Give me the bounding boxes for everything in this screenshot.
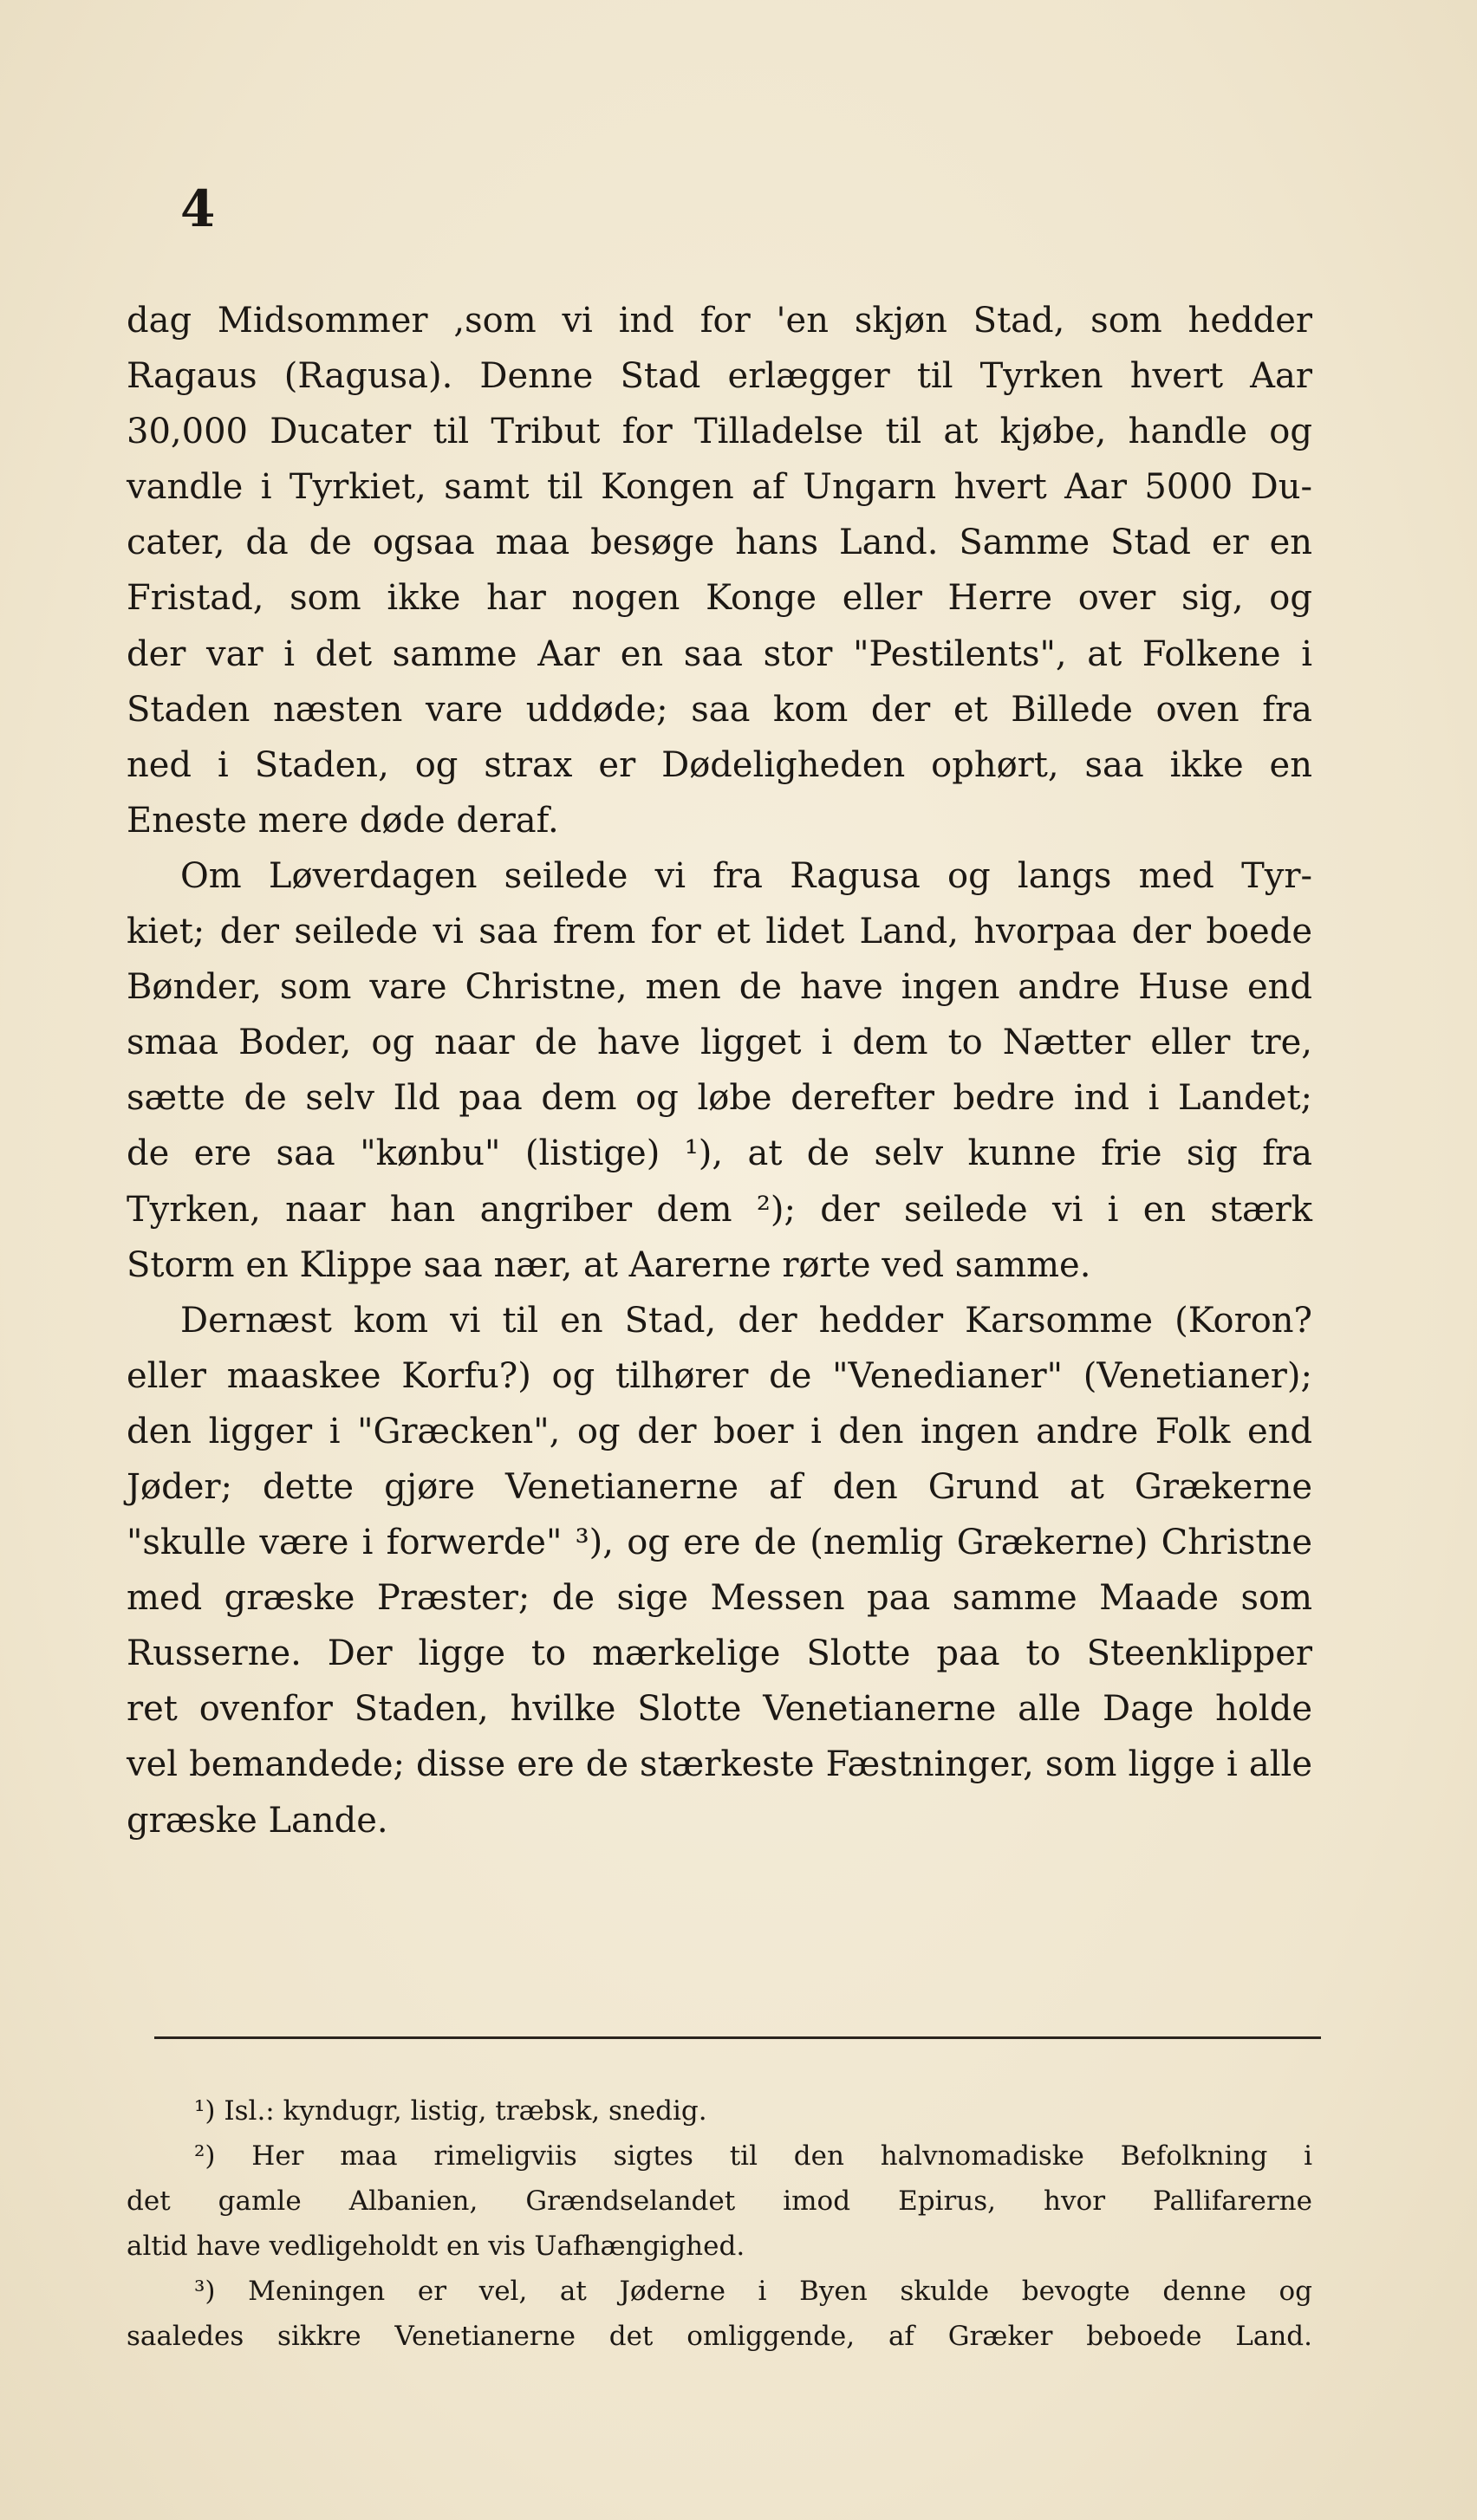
footnote-line: ²) Her maa rimeligviis sigtes til den halvnomadiske Befolkning i (194, 2140, 1312, 2172)
footnotes (127, 2088, 1312, 2359)
text-line: sætte de selv Ild paa dem og løbe derefter bedre ind i Landet; (127, 1078, 1312, 1119)
text-line: der var i det samme Aar en saa stor "Pestilents", at Folkene i (127, 633, 1312, 674)
text-line: kiet; der seilede vi saa frem for et lidet Land, hvorpaa der boede (127, 912, 1312, 952)
text-line: ned i Staden, og strax er Dødeligheden ophørt, saa ikke en (127, 744, 1312, 785)
text-line: Staden næsten vare uddøde; saa kom der et Billede oven fra (127, 689, 1312, 730)
text-line: ret ovenfor Staden, hvilke Slotte Venetianerne alle Dage holde (127, 1689, 1312, 1730)
text-line: græske Lande. (127, 1800, 388, 1841)
text-line: med græske Præster; de sige Messen paa samme Maade som (127, 1578, 1312, 1619)
footnote-line: altid have vedligeholdt en vis Uafhængighed. (127, 2231, 745, 2262)
text-line: smaa Boder, og naar de have ligget i dem to Nætter eller tre, (127, 1023, 1312, 1063)
text-line: den ligger i "Græcken", og der boer i den ingen andre Folk end (127, 1411, 1312, 1452)
text-line: de ere saa "kønbu" (listige) ¹), at de selv kunne frie sig fra (127, 1133, 1312, 1174)
text-line: "skulle være i forwerde" ³), og ere de (nemlig Grækerne) Christne (127, 1523, 1312, 1563)
footnote-line: saaledes sikkre Venetianerne det omliggende, af Græker beboede Land. (127, 2321, 1312, 2352)
footnote-line: ¹) Isl.: kyndugr, listig, træbsk, snedig. (194, 2095, 707, 2127)
text-line: Ragaus (Ragusa). Denne Stad erlægger til Tyrken hvert Aar (127, 356, 1312, 397)
text-line: Tyrken, naar han angriber dem ²); der seilede vi i en stærk (127, 1189, 1312, 1230)
text-line: 30,000 Ducater til Tribut for Tilladelse til at kjøbe, handle og (127, 412, 1312, 452)
text-line: Russerne. Der ligge to mærkelige Slotte paa to Steenklipper (127, 1633, 1312, 1674)
text-line: Bønder, som vare Christne, men de have ingen andre Huse end (127, 967, 1312, 1008)
footnote-line: ³) Meningen er vel, at Jøderne i Byen skulde bevogte denne og (194, 2276, 1312, 2307)
footnote-separator (154, 2036, 1321, 2039)
text-line: Dernæst kom vi til en Stad, der hedder Karsomme (Koron? (180, 1300, 1312, 1341)
page-number: 4 (180, 179, 216, 238)
text-line: Fristad, som ikke har nogen Konge eller Herre over sig, og (127, 578, 1312, 619)
text-line: vandle i Tyrkiet, samt til Kongen af Ungarn hvert Aar 5000 Du- (127, 467, 1312, 508)
text-line: vel bemandede; disse ere de stærkeste Fæstninger, som ligge i alle (127, 1744, 1312, 1785)
footnote-line: det gamle Albanien, Grændselandet imod Epirus, hvor Pallifarerne (127, 2186, 1312, 2217)
text-line: dag Midsommer ,som vi ind for 'en skjøn Stad, som hedder (127, 301, 1312, 341)
text-line: Jøder; dette gjøre Venetianerne af den Grund at Grækerne (127, 1466, 1312, 1507)
text-line: Om Løverdagen seilede vi fra Ragusa og langs med Tyr- (180, 855, 1312, 896)
text-line: Storm en Klippe saa nær, at Aarerne rørte ved samme. (127, 1244, 1091, 1285)
text-line: Eneste mere døde deraf. (127, 800, 559, 841)
text-line: eller maaskee Korfu?) og tilhører de "Venedianer" (Venetianer); (127, 1355, 1312, 1396)
main-text (127, 293, 1312, 1848)
text-line: cater, da de ogsaa maa besøge hans Land. Samme Stad er en (127, 523, 1312, 563)
